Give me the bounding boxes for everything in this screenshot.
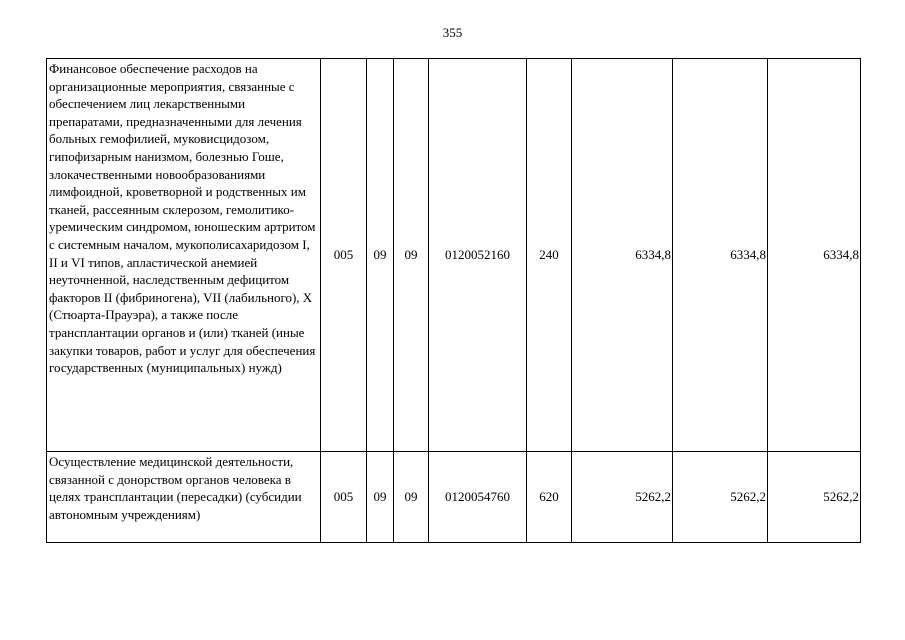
amount-cell-1: 5262,2	[572, 452, 673, 543]
section-code-cell: 09	[367, 452, 394, 543]
ministry-code-cell: 005	[321, 452, 367, 543]
target-article-cell: 0120054760	[429, 452, 527, 543]
amount-cell-2: 5262,2	[673, 452, 768, 543]
table-row	[47, 59, 861, 452]
row-name-cell: Осуществление медицинской деятельности, связанной с донорством органов человека в целях трансплантации (пересадки) (субсидии автономным учреждениям)	[47, 452, 321, 543]
subsection-code-cell: 09	[394, 452, 429, 543]
table-row	[47, 452, 861, 543]
target-article-cell: 0120052160	[429, 59, 527, 452]
budget-table	[46, 58, 861, 543]
ministry-code-cell: 005	[321, 59, 367, 452]
expense-type-cell: 240	[527, 59, 572, 452]
amount-cell-1: 6334,8	[572, 59, 673, 452]
amount-cell-2: 6334,8	[673, 59, 768, 452]
section-code-cell: 09	[367, 59, 394, 452]
expense-type-cell: 620	[527, 452, 572, 543]
row-name-cell: Финансовое обеспечение расходов на организационные мероприятия, связанные с обеспечением лиц лекарственными препаратами, предназначенными для лечения больных гемофилией, муковисцидозом, гипофизарным нанизмом, болезнью Гоше, злокачественными новообразованиями лимфоидной, кроветворной и родственных им тканей, рассеянным склерозом, гемолитико-уремическим синдромом, юношеским артритом с системным началом, мукополисахаридозом I, II и VI типов, апластической анемией неуточненной, наследственным дефицитом факторов II (фибриногена), VII (лабильного), X (Стюарта-Прауэра), а также после трансплантации органов и (или) тканей (иные закупки товаров, работ и услуг для обеспечения государственных (муниципальных) нужд)	[47, 59, 321, 452]
amount-cell-3: 6334,8	[768, 59, 861, 452]
amount-cell-3: 5262,2	[768, 452, 861, 543]
subsection-code-cell: 09	[394, 59, 429, 452]
page-number: 355	[442, 25, 463, 40]
